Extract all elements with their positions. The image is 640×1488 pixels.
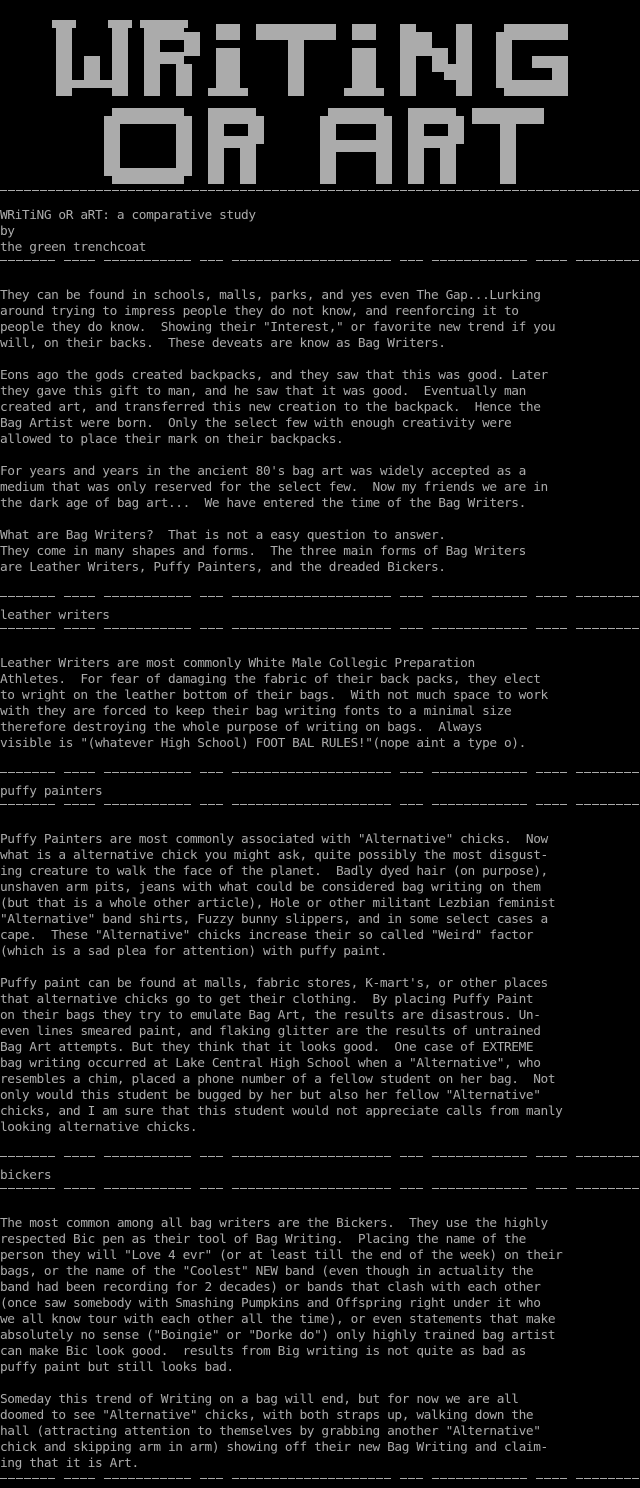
divider-rule <box>0 1474 640 1480</box>
text-line: Leather Writers are most commonly White Male Collegic Preparation <box>0 656 475 671</box>
text-line: Puffy paint can be found at malls, fabric stores, K-mart's, or other places <box>0 976 548 991</box>
text-line: They come in many shapes and forms. The three main forms of Bag Writers <box>0 544 526 559</box>
section-heading-bickers <box>0 1168 640 1184</box>
text-line: doomed to see "Alternative" chicks, with both straps up, walking down the <box>0 1408 534 1423</box>
bickers-paragraph-2 <box>0 1392 640 1472</box>
intro-paragraph-3 <box>0 464 640 512</box>
text-line: Puffy Painters are most commonly associated with "Alternative" chicks. Now <box>0 832 548 847</box>
text-line: created art, and transferred this new creation to the backpack. Hence the <box>0 400 541 415</box>
section-heading: puffy painters <box>0 784 103 799</box>
banner-row2-glyphs <box>104 108 544 184</box>
banner-row1-glyphs <box>52 20 568 96</box>
text-line: (but that is a whole other article), Hole or other militant Lezbian feminist <box>0 896 556 911</box>
banner-graphic <box>0 0 640 192</box>
divider-rule <box>0 592 640 598</box>
text-line: that alternative chicks go to get their clothing. By placing Puffy Paint <box>0 992 534 1007</box>
text-line: Bag Artist were born. Only the select few with enough creativity were <box>0 416 512 431</box>
header-by: by <box>0 224 15 239</box>
text-line: even lines smeared paint, and flaking glitter are the results of untrained <box>0 1024 541 1039</box>
text-line: what is a alternative chick you might ask, quite possibly the most disgust- <box>0 848 548 863</box>
intro-paragraph-4 <box>0 528 640 576</box>
text-line: Bag Art attempts. But they think that it looks good. One case of EXTREME <box>0 1040 534 1055</box>
text-line: to wright on the leather bottom of their bags. With not much space to work <box>0 688 548 703</box>
text-line: we all know tour with each other all the time), or even statements that make <box>0 1312 556 1327</box>
text-line: looking alternative chicks. <box>0 1120 198 1135</box>
section-heading: bickers <box>0 1168 52 1183</box>
text-line: unshaven arm pits, jeans with what could be considered bag writing on them <box>0 880 541 895</box>
text-line: resembles a chim, placed a phone number of a fellow student on her bag. Not <box>0 1072 556 1087</box>
puffy-paragraph-2 <box>0 976 640 1136</box>
article-header <box>0 208 640 256</box>
text-line: Someday this trend of Writing on a bag will end, but for now we are all <box>0 1392 519 1407</box>
section-heading: leather writers <box>0 608 110 623</box>
puffy-paragraph-1 <box>0 832 640 960</box>
text-line: puffy paint but still looks bad. <box>0 1360 234 1375</box>
text-line: What are Bag Writers? That is not a easy question to answer. <box>0 528 446 543</box>
text-line: band had been recording for 2 decades) or bands that clash with each other <box>0 1280 541 1295</box>
divider-rule <box>0 1184 640 1190</box>
divider-rule <box>0 768 640 774</box>
text-line: absolutely no sense ("Boingie" or "Dorke do") only highly trained bag artist <box>0 1328 556 1343</box>
text-line: ing creature to walk the face of the planet. Badly dyed hair (on purpose), <box>0 864 548 879</box>
title-banner <box>0 0 640 192</box>
header-author: the green trenchcoat <box>0 240 147 255</box>
text-line: visible is "(whatever High School) FOOT BAL RULES!"(nope aint a type o). <box>0 736 526 751</box>
text-line: "Alternative" band shirts, Fuzzy bunny slippers, and in some select cases a <box>0 912 548 927</box>
text-line: respected Bic pen as their tool of Bag Writing. Placing the name of the <box>0 1232 526 1247</box>
text-line: with they are forced to keep their bag writing fonts to a minimal size <box>0 704 512 719</box>
divider-rule <box>0 186 640 192</box>
text-line: medium that was only reserved for the select few. Now my friends we are in <box>0 480 548 495</box>
text-line: chick and skipping arm in arm) showing off their new Bag Writing and claim- <box>0 1440 548 1455</box>
text-line: (which is a sad plea for attention) with puffy paint. <box>0 944 388 959</box>
text-line: The most common among all bag writers are the Bickers. They use the highly <box>0 1216 548 1231</box>
text-line: bag writing occurred at Lake Central High School when a "Alternative", who <box>0 1056 541 1071</box>
divider-rule <box>0 1152 640 1158</box>
text-line: person they will "Love 4 evr" (or at least till the end of the week) on their <box>0 1248 563 1263</box>
divider-rule <box>0 256 640 262</box>
text-line: chicks, and I am sure that this student would not appreciate calls from manly <box>0 1104 563 1119</box>
intro-paragraph-2 <box>0 368 640 448</box>
text-line: bags, or the name of the "Coolest" NEW band (even though in actuality the <box>0 1264 534 1279</box>
text-line: are Leather Writers, Puffy Painters, and the dreaded Bickers. <box>0 560 446 575</box>
text-line: ing that it is Art. <box>0 1456 139 1471</box>
section-heading-leather <box>0 608 640 624</box>
leather-paragraph-1 <box>0 656 640 752</box>
text-line: (once saw somebody with Smashing Pumpkins and Offspring right under it who <box>0 1296 541 1311</box>
text-line: will, on their backs. These deveats are know as Bag Writers. <box>0 336 446 351</box>
text-line: Athletes. For fear of damaging the fabric of their back packs, they elect <box>0 672 541 687</box>
text-line: on their bags they try to emulate Bag Art, the results are disastrous. Un- <box>0 1008 541 1023</box>
text-line: can make Bic look good. results from Big writing is not quite as bad as <box>0 1344 526 1359</box>
divider-rule <box>0 800 640 806</box>
text-line: people they do know. Showing their "Interest," or favorite new trend if you <box>0 320 556 335</box>
text-line: Eons ago the gods created backpacks, and they saw that this was good. Later <box>0 368 548 383</box>
text-line: therefore destroying the whole purpose of writing on bags. Always <box>0 720 483 735</box>
text-line: They can be found in schools, malls, parks, and yes even The Gap...Lurking <box>0 288 541 303</box>
bickers-paragraph-1 <box>0 1216 640 1376</box>
intro-paragraph-1 <box>0 288 640 352</box>
divider-rule <box>0 624 640 630</box>
text-line: allowed to place their mark on their backpacks. <box>0 432 344 447</box>
text-line: cape. These "Alternative" chicks increase their so called "Weird" factor <box>0 928 534 943</box>
section-heading-puffy <box>0 784 640 800</box>
text-line: only would this student be bugged by her but also her fellow "Alternative" <box>0 1088 541 1103</box>
text-line: they gave this gift to man, and he saw that it was good. Eventually man <box>0 384 526 399</box>
text-line: For years and years in the ancient 80's bag art was widely accepted as a <box>0 464 526 479</box>
text-line: hall (attracting attention to themselves by grabbing another "Alternative" <box>0 1424 541 1439</box>
header-title: WRiTiNG oR aRT: a comparative study <box>0 208 256 223</box>
text-line: the dark age of bag art... We have entered the time of the Bag Writers. <box>0 496 526 511</box>
text-line: around trying to impress people they do not know, and reenforcing it to <box>0 304 519 319</box>
